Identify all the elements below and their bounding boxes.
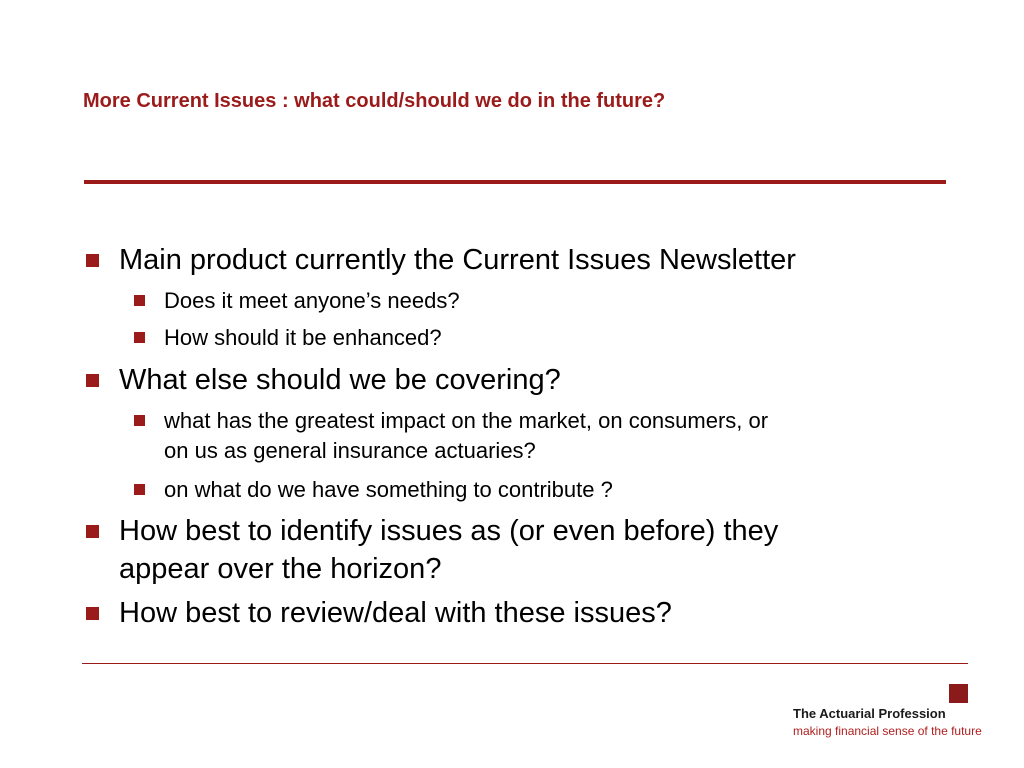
sub-bullet-item	[134, 475, 613, 505]
bullet-text: Main product currently the Current Issues Newsletter	[119, 244, 796, 276]
square-bullet-icon	[134, 484, 145, 495]
bullet-text: What else should we be covering?	[119, 364, 561, 396]
bullet-item	[86, 241, 796, 279]
square-bullet-icon	[134, 415, 145, 426]
organisation-tagline: making financial sense of the future	[793, 724, 982, 738]
bullet-item	[86, 361, 561, 399]
square-bullet-icon	[86, 607, 99, 620]
sub-bullet-text: on us as general insurance actuaries?	[164, 438, 536, 463]
sub-bullet-text: what has the greatest impact on the market, on consumers, or	[164, 408, 769, 433]
square-bullet-icon	[86, 525, 99, 538]
sub-bullet-item	[134, 286, 460, 316]
logo-square-icon	[949, 684, 968, 703]
sub-bullet-text: How should it be enhanced?	[164, 325, 442, 350]
slide-title: More Current Issues : what could/should we do in the future?	[83, 90, 666, 112]
organisation-name: The Actuarial Profession	[793, 706, 946, 721]
square-bullet-icon	[134, 295, 145, 306]
bullet-text: How best to identify issues as (or even before) they	[119, 515, 779, 547]
bullet-text: appear over the horizon?	[119, 553, 442, 585]
bullet-item	[86, 512, 778, 588]
square-bullet-icon	[86, 254, 99, 267]
sub-bullet-item	[134, 323, 442, 353]
square-bullet-icon	[134, 332, 145, 343]
bullet-item	[86, 594, 672, 632]
sub-bullet-text: on what do we have something to contribute ?	[164, 477, 613, 502]
footer-divider	[82, 663, 968, 664]
sub-bullet-item	[134, 406, 768, 466]
bullet-text: How best to review/deal with these issues?	[119, 597, 672, 629]
square-bullet-icon	[86, 374, 99, 387]
sub-bullet-text: Does it meet anyone’s needs?	[164, 288, 460, 313]
